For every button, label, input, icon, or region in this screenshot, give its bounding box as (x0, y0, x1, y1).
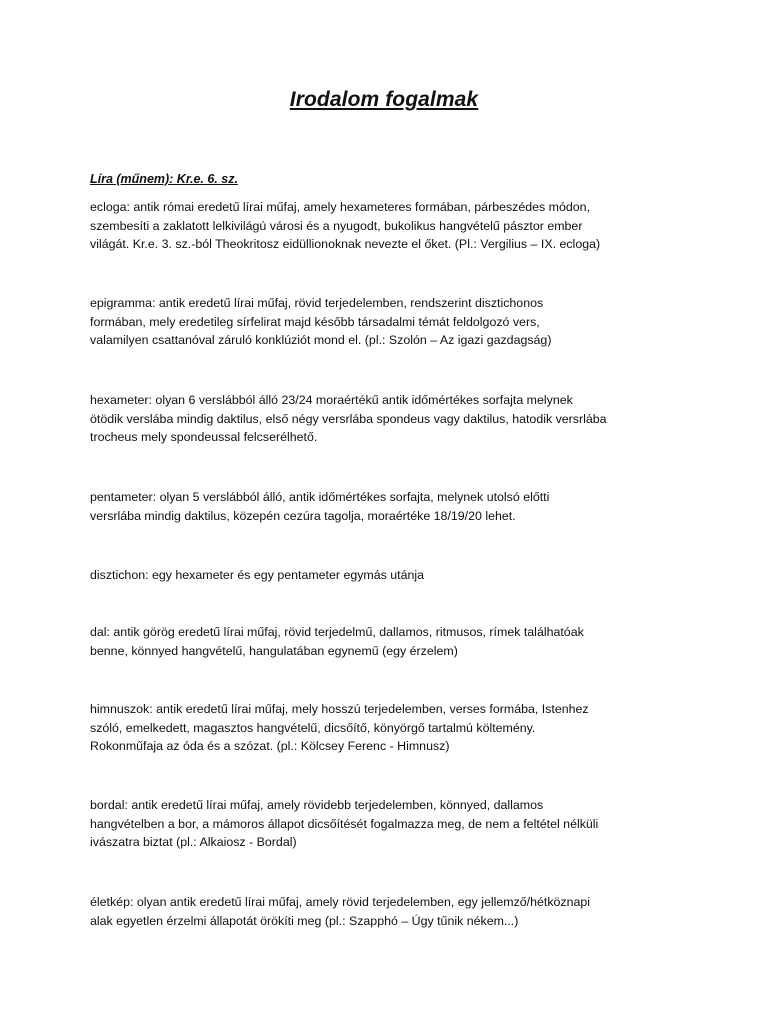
entry-dal (90, 623, 690, 660)
entry-ecloga (90, 198, 690, 254)
entry-line: benne, könnyed hangvételű, hangulatában egynemű (egy érzelem) (90, 643, 458, 658)
entry-line: ecloga: antik római eredetű lírai műfaj, amely hexameteres formában, párbeszédes módon, (90, 200, 591, 214)
entry-line: világát. Kr.e. 3. sz.-ból Theokritosz eidüllionoknak nevezte el őket. (Pl.: Vergilius – IX. ecloga) (90, 237, 601, 251)
entry-line: bordal: antik eredetű lírai műfaj, amely rövidebb terjedelemben, könnyed, dallamos (90, 798, 544, 812)
entry-line: disztichon: egy hexameter és egy pentameter egymás utánja (90, 568, 425, 582)
entry-line: valamilyen csattanóval záruló konklúziót mond el. (pl.: Szolón – Az igazi gazdagság) (90, 333, 552, 347)
entry-line: versrlába mindig daktilus, közepén cezúra tagolja, moraértéke 18/19/20 lehet. (90, 508, 516, 523)
entry-line: ötödik verslába mindig daktilus, első négy versrlába spondeus vagy daktilus, hatodik versrlába (90, 411, 607, 426)
entry-line: himnuszok: antik eredetű lírai műfaj, mely hosszú terjedelemben, verses formába, Istenhez (90, 702, 589, 716)
entry-himnuszok (90, 700, 690, 756)
entry-hexameter (90, 391, 690, 447)
entry-line: hangvételben a bor, a mámoros állapot dicsőítését fogalmazza meg, de nem a feltétel nélküli (90, 816, 599, 831)
entry-line: epigramma: antik eredetű lírai műfaj, rövid terjedelemben, rendszerint disztichonos (90, 296, 544, 310)
entry-line: ivászatra biztat (pl.: Alkaiosz - Bordal) (90, 835, 297, 849)
entry-line: dal: antik görög eredetű lírai műfaj, rövid terjedelmű, dallamos, ritmusos, rímek találhatóak (90, 625, 584, 639)
document-title: Irodalom fogalmak (289, 88, 479, 111)
entry-eletkep (90, 893, 690, 930)
entry-line: szóló, emelkedett, magasztos hangvételű, dicsőítő, könyörgő tartalmú költemény. (90, 720, 536, 735)
entry-epigramma (90, 294, 690, 350)
entry-line: formában, mely eredetileg sírfelirat majd később társadalmi témát feldolgozó vers, (90, 314, 540, 329)
entry-line: alak egyetlen érzelmi állapotát örökíti meg (pl.: Szapphó – Úgy tűnik nékem...) (90, 913, 519, 928)
entry-line: szembesíti a zaklatott lelkivilágú városi és a nyugodt, bukolikus hangvételű pásztor ember (90, 218, 583, 233)
entry-pentameter (90, 488, 690, 525)
entry-line: Rokonműfaja az óda és a szózat. (pl.: Kölcsey Ferenc - Himnusz) (90, 739, 450, 753)
entry-line: pentameter: olyan 5 verslábból álló, antik időmértékes sorfajta, melynek utolsó előtti (90, 490, 550, 504)
entry-line: hexameter: olyan 6 verslábból álló 23/24 moraértékű antik időmértékes sorfajta melynek (90, 393, 573, 407)
entry-bordal (90, 796, 690, 852)
entry-line: életkép: olyan antik eredetű lírai műfaj, amely rövid terjedelemben, egy jellemző/hétköznapi (90, 895, 591, 909)
section-heading: Líra (műnem): Kr.e. 6. sz. (90, 172, 238, 186)
entry-line: trocheus mely spondeussal felcserélhető. (90, 430, 318, 444)
entry-disztichon (90, 566, 690, 585)
